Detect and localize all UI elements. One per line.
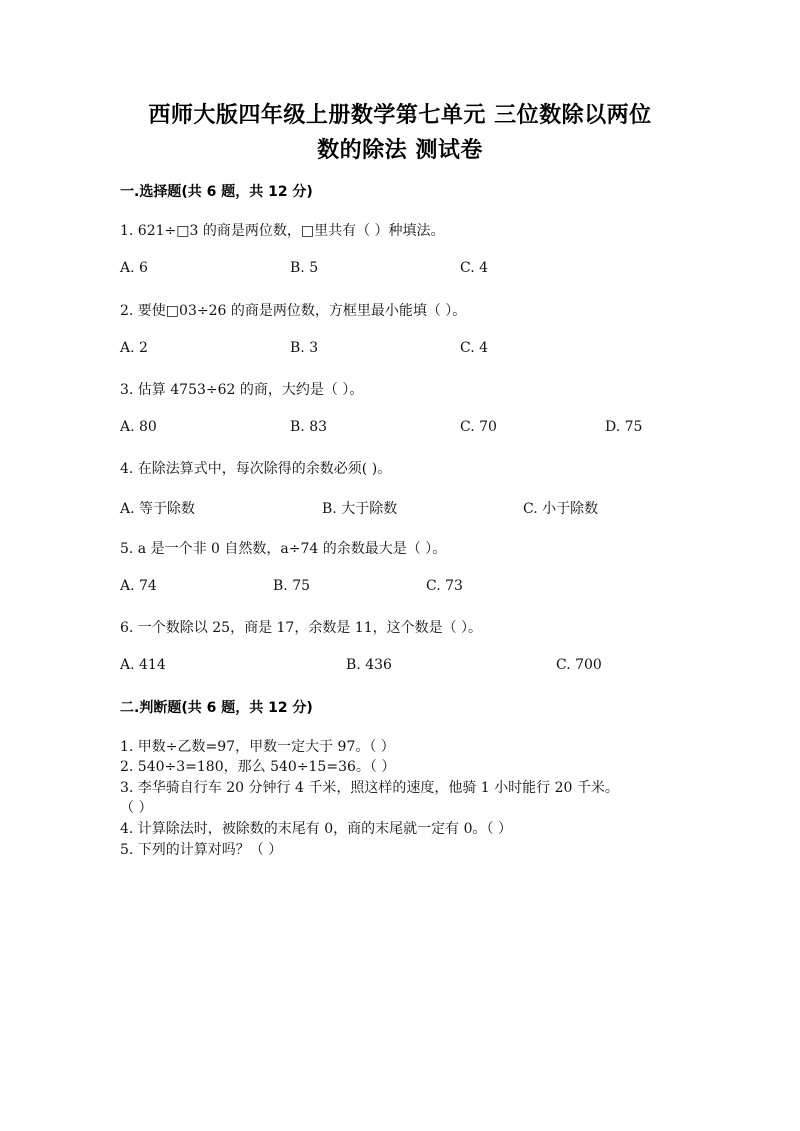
question-1: 1. 621÷□3 的商是两位数，□里共有（ ）种填法。 <box>120 223 445 239</box>
tf-question-4: 4. 计算除法时，被除数的末尾有 0，商的末尾就一定有 0。（ ） <box>120 821 512 837</box>
question-4-option-c: C. 小于除数 <box>523 501 599 517</box>
question-6-option-c: C. 700 <box>556 657 602 673</box>
tf-question-2: 2. 540÷3=180，那么 540÷15=36。（ ） <box>120 759 396 775</box>
question-2-option-a: A. 2 <box>120 340 148 356</box>
question-5: 5. a 是一个非 0 自然数，a÷74 的余数最大是（ ）。 <box>120 541 447 557</box>
question-2-option-b: B. 3 <box>290 340 319 356</box>
tf-question-3: 3. 李华骑自行车 20 分钟行 4 千米，照这样的速度，他骑 1 小时能行 20 千米。 <box>120 780 619 796</box>
tf-question-5: 5. 下列的计算对吗？（ ） <box>120 842 283 858</box>
question-5-option-a: A. 74 <box>120 578 157 594</box>
question-3-option-a: A. 80 <box>120 419 157 435</box>
question-1-option-a: A. 6 <box>120 260 148 276</box>
question-6: 6. 一个数除以 25，商是 17，余数是 11，这个数是（ ）。 <box>120 620 483 636</box>
question-1-option-b: B. 5 <box>290 260 319 276</box>
section-heading-true-false: 二.判断题(共 6 题，共 12 分) <box>120 700 313 716</box>
tf-question-1: 1. 甲数÷乙数=97，甲数一定大于 97。（ ） <box>120 739 395 755</box>
question-6-option-a: A. 414 <box>120 657 166 673</box>
question-3: 3. 估算 4753÷62 的商，大约是（ ）。 <box>120 382 364 398</box>
question-1-option-c: C. 4 <box>460 260 489 276</box>
question-4-option-b: B. 大于除数 <box>322 501 398 517</box>
tf-question-3-answer-bracket: （ ） <box>120 800 153 816</box>
document-title-line-1: 西师大版四年级上册数学第七单元 三位数除以两位 <box>148 103 652 128</box>
question-4: 4. 在除法算式中，每次除得的余数必须( )。 <box>120 461 392 477</box>
question-6-option-b: B. 436 <box>346 657 392 673</box>
question-3-option-d: D. 75 <box>605 419 643 435</box>
question-5-option-c: C. 73 <box>426 578 463 594</box>
question-5-option-b: B. 75 <box>273 578 311 594</box>
question-4-option-a: A. 等于除数 <box>120 501 196 517</box>
question-3-option-c: C. 70 <box>460 419 497 435</box>
question-2-option-c: C. 4 <box>460 340 489 356</box>
section-heading-multiple-choice: 一.选择题(共 6 题，共 12 分) <box>120 184 313 200</box>
question-3-option-b: B. 83 <box>290 419 328 435</box>
question-2: 2. 要使□03÷26 的商是两位数，方框里最小能填（ ）。 <box>120 303 467 319</box>
document-title-line-2: 数的除法 测试卷 <box>317 138 483 163</box>
